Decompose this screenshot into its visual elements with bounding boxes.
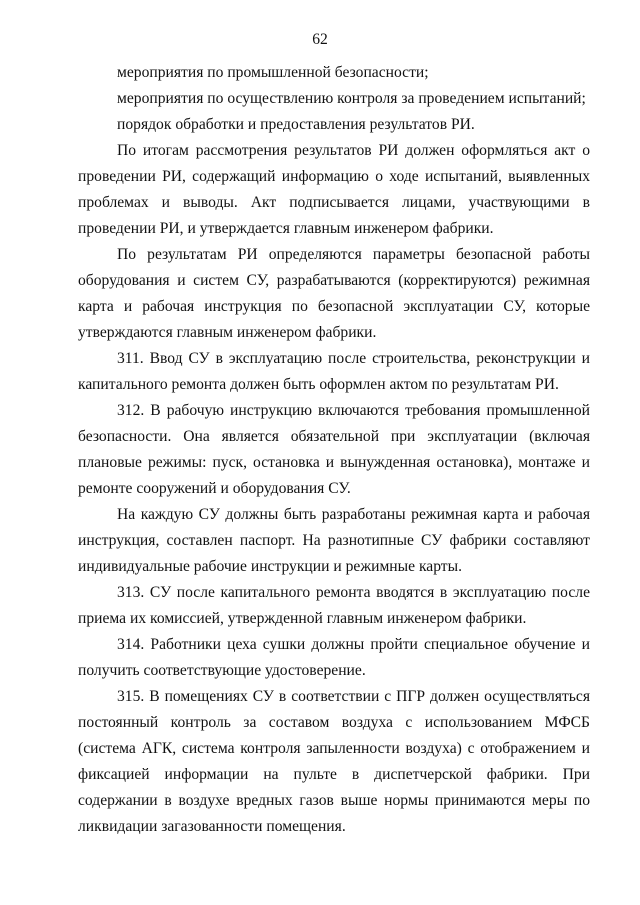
clause-313: 313. СУ после капитального ремонта вводятся в эксплуатацию после приема их комиссией, утвержденной главным инженером фабрики. xyxy=(78,584,590,627)
list-item-safety-measures: мероприятия по промышленной безопасности; xyxy=(117,64,429,81)
clause-315: 315. В помещениях СУ в соответствии с ПГР должен осуществляться постоянный контроль за составом воздуха с использованием МФСБ (система АГК, система контроля запыленности воздуха) с отображением и фиксацией информации на пульте в диспетчерской фабрики. При содержании в воздухе вредных газов выше нормы принимаются меры по ликвидации загазованности помещения. xyxy=(78,688,590,835)
list-item-results-processing: порядок обработки и предоставления результатов РИ. xyxy=(117,116,475,133)
clause-311: 311. Ввод СУ в эксплуатацию после строительства, реконструкции и капитального ремонта должен быть оформлен актом по результатам РИ. xyxy=(78,350,590,393)
paragraph-safe-operation-parameters: По результатам РИ определяются параметры безопасной работы оборудования и систем СУ, разрабатываются (корректируются) режимная карта и рабочая инструкция по безопасной эксплуатации СУ, которые утверждаются главным инженером фабрики. xyxy=(78,246,590,341)
list-item-test-control-measures: мероприятия по осуществлению контроля за проведением испытаний; xyxy=(117,90,586,107)
clause-312: 312. В рабочую инструкцию включаются требования промышленной безопасности. Она является обязательной при эксплуатации (включая плановые режимы: пуск, остановка и вынужденная остановка), монтаже и ремонте сооружений и оборудования СУ. xyxy=(78,402,590,497)
document-body xyxy=(78,60,590,840)
paragraph-test-report: По итогам рассмотрения результатов РИ должен оформляться акт о проведении РИ, содержащий информацию о ходе испытаний, выявленных проблемах и выводы. Акт подписывается лицами, участвующими в проведении РИ, и утверждается главным инженером фабрики. xyxy=(78,142,590,237)
clause-314: 314. Работники цеха сушки должны пройти специальное обучение и получить соответствующие удостоверение. xyxy=(78,636,590,679)
paragraph-mode-card-and-passport: На каждую СУ должны быть разработаны режимная карта и рабочая инструкция, составлен паспорт. На разнотипные СУ фабрики составляют индивидуальные рабочие инструкции и режимные карты. xyxy=(78,506,590,575)
page-number: 62 xyxy=(312,31,328,48)
